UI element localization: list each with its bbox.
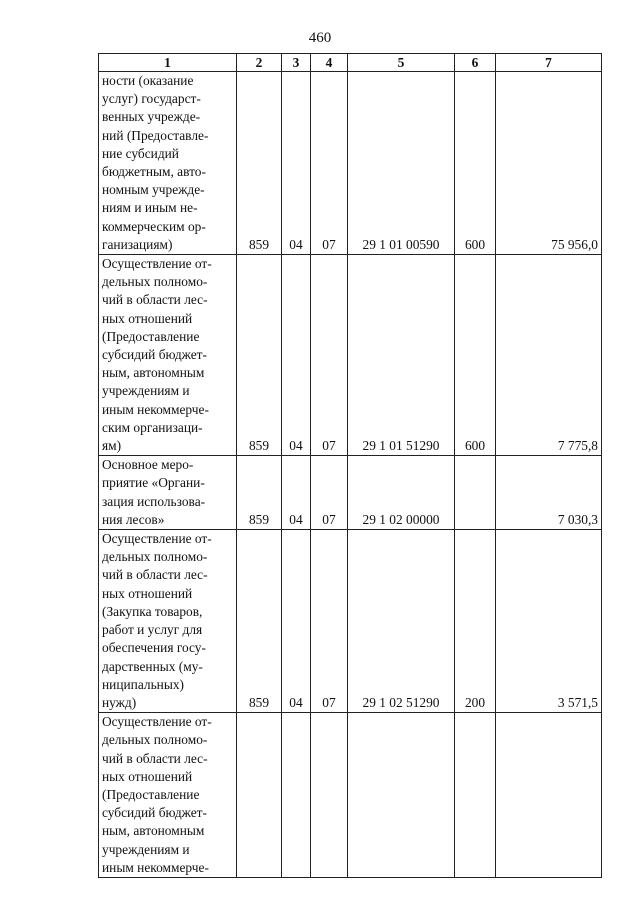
- description-line: дарственных (му-: [102, 658, 203, 674]
- description-line: ния лесов»: [102, 511, 165, 527]
- subsection-code: 07: [311, 72, 348, 255]
- description-line: ние субсидий: [102, 145, 179, 161]
- description-line: ниципальных): [102, 676, 184, 692]
- ministry-code: 859: [237, 72, 282, 255]
- expense-type-code: 200: [455, 530, 496, 713]
- section-code: [282, 713, 311, 878]
- description-line: Осуществление от-: [102, 531, 212, 547]
- row-description: [99, 456, 237, 530]
- description-line: учреждениям и: [102, 383, 190, 399]
- description-line: субсидий бюджет-: [102, 347, 207, 363]
- table-row: [99, 255, 602, 456]
- description-line: венных учрежде-: [102, 109, 201, 125]
- row-description: [99, 713, 237, 878]
- col-header-1: 1: [99, 54, 237, 72]
- description-line: (Закупка товаров,: [102, 603, 203, 619]
- target-article-code: 29 1 02 00000: [348, 456, 455, 530]
- description-line: бюджетным, авто-: [102, 164, 206, 180]
- col-header-4: 4: [311, 54, 348, 72]
- page-number: 460: [308, 30, 332, 46]
- section-code: 04: [282, 530, 311, 713]
- description-line: приятие «Органи-: [102, 475, 205, 491]
- expense-type-code: 600: [455, 255, 496, 456]
- description-line: (Предоставление: [102, 328, 200, 344]
- row-description: [99, 530, 237, 713]
- subsection-code: 07: [311, 456, 348, 530]
- description-line: дельных полномо-: [102, 732, 208, 748]
- ministry-code: 859: [237, 255, 282, 456]
- amount: 7 775,8: [496, 255, 602, 456]
- description-line: чий в области лес-: [102, 567, 208, 583]
- description-line: чий в области лес-: [102, 292, 208, 308]
- ministry-code: 859: [237, 456, 282, 530]
- budget-table: [98, 53, 602, 878]
- col-header-7: 7: [496, 54, 602, 72]
- description-line: ности (оказание: [102, 73, 194, 88]
- target-article-code: 29 1 02 51290: [348, 530, 455, 713]
- description-line: ным, автономным: [102, 365, 205, 381]
- table-row: [99, 456, 602, 530]
- target-article-code: [348, 713, 455, 878]
- col-header-3: 3: [282, 54, 311, 72]
- description-line: Осуществление от-: [102, 714, 212, 730]
- description-line: ний (Предоставле-: [102, 127, 209, 143]
- target-article-code: 29 1 01 51290: [348, 255, 455, 456]
- expense-type-code: [455, 713, 496, 878]
- description-line: (Предоставление: [102, 786, 200, 802]
- table-row: [99, 72, 602, 255]
- amount: 7 030,3: [496, 456, 602, 530]
- description-line: коммерческим ор-: [102, 218, 206, 234]
- ministry-code: [237, 713, 282, 878]
- amount: 3 571,5: [496, 530, 602, 713]
- description-line: ским организаци-: [102, 419, 203, 435]
- target-article-code: 29 1 01 00590: [348, 72, 455, 255]
- description-line: чий в области лес-: [102, 750, 208, 766]
- description-line: услуг) государст-: [102, 91, 201, 107]
- description-line: ным, автономным: [102, 823, 205, 839]
- ministry-code: 859: [237, 530, 282, 713]
- row-description: [99, 255, 237, 456]
- description-line: работ и услуг для: [102, 622, 203, 638]
- row-description: [99, 72, 237, 255]
- table-row: [99, 530, 602, 713]
- description-line: ганизациям): [102, 236, 173, 252]
- description-line: зация использова-: [102, 493, 206, 509]
- description-line: номным учрежде-: [102, 182, 205, 198]
- amount: 75 956,0: [496, 72, 602, 255]
- description-line: Осуществление от-: [102, 256, 212, 272]
- description-line: обеспечения госу-: [102, 640, 206, 656]
- section-code: 04: [282, 72, 311, 255]
- expense-type-code: 600: [455, 72, 496, 255]
- description-line: ниям и иным не-: [102, 200, 198, 216]
- description-line: иным некоммерче-: [102, 401, 209, 417]
- description-line: ных отношений: [102, 310, 193, 326]
- col-header-6: 6: [455, 54, 496, 72]
- description-line: Основное меро-: [102, 457, 194, 473]
- description-line: ных отношений: [102, 585, 193, 601]
- section-code: 04: [282, 456, 311, 530]
- col-header-5: 5: [348, 54, 455, 72]
- header-row: [99, 54, 602, 72]
- description-line: ям): [102, 438, 122, 454]
- subsection-code: 07: [311, 255, 348, 456]
- table-row: [99, 713, 602, 878]
- col-header-2: 2: [237, 54, 282, 72]
- amount: [496, 713, 602, 878]
- description-line: иным некоммерче-: [102, 859, 209, 875]
- section-code: 04: [282, 255, 311, 456]
- subsection-code: [311, 713, 348, 878]
- description-line: дельных полномо-: [102, 274, 208, 290]
- description-line: дельных полномо-: [102, 549, 208, 565]
- expense-type-code: [455, 456, 496, 530]
- description-line: ных отношений: [102, 768, 193, 784]
- subsection-code: 07: [311, 530, 348, 713]
- description-line: нужд): [102, 694, 137, 710]
- description-line: субсидий бюджет-: [102, 805, 207, 821]
- description-line: учреждениям и: [102, 841, 190, 857]
